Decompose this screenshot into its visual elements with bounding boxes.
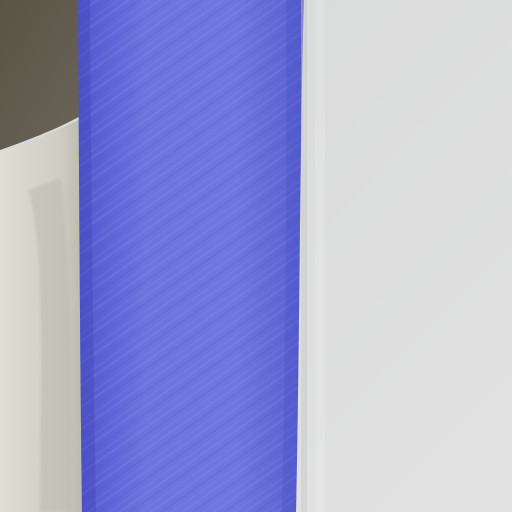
- stripe-texture: [78, 0, 304, 512]
